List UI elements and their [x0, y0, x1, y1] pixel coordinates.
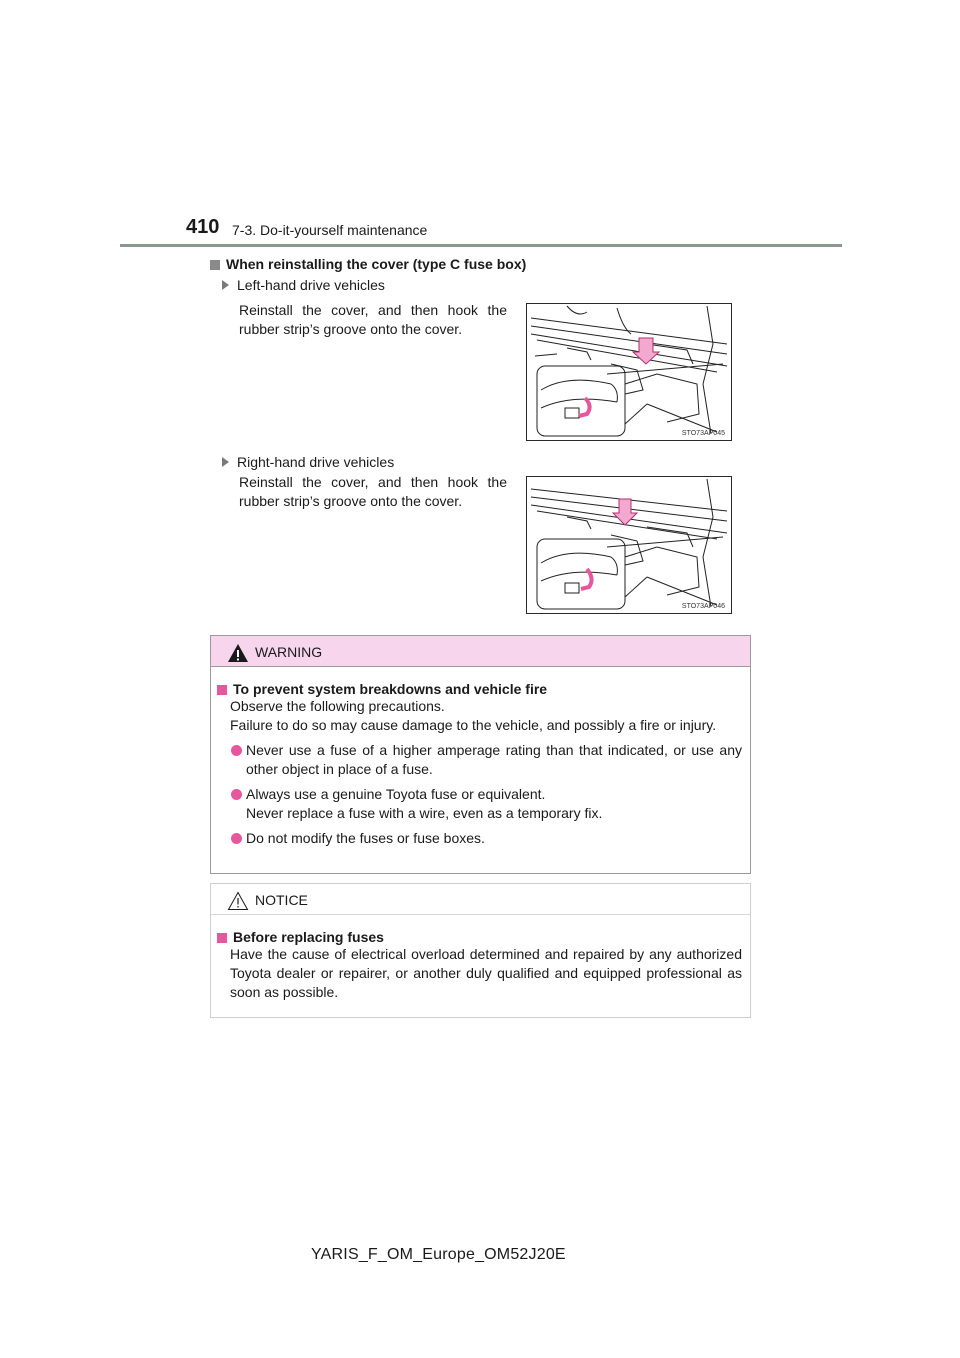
warning-item-text: Do not modify the fuses or fuse boxes.: [246, 830, 485, 846]
warning-item: [217, 741, 742, 779]
subheading-text: When reinstalling the cover (type C fuse box): [226, 256, 527, 272]
header-rule: [120, 244, 842, 247]
bullet-dot-icon: [231, 833, 242, 844]
notice-header: [211, 884, 750, 915]
square-bullet-icon: [210, 260, 220, 270]
notice-text: Have the cause of electrical overload determined and repaired by any authorized Toyota dealer or repairer, or another duly qualified and equipped professional as soon as possible.: [230, 946, 742, 1000]
figure-left-hand-drive: [526, 303, 732, 441]
warning-item-text: Never use a fuse of a higher amperage rating than that indicated, or use any other object in place of a fuse.: [246, 742, 742, 777]
step-label: Right-hand drive vehicles: [237, 454, 395, 470]
notice-label: NOTICE: [255, 892, 308, 908]
warning-intro-1: Observe the following precautions.: [230, 698, 445, 714]
warning-triangle-icon: [227, 643, 249, 663]
subheading: [210, 256, 526, 272]
bullet-dot-icon: [231, 745, 242, 756]
figure-code: STO73AP046: [681, 603, 725, 610]
section-title: 7-3. Do-it-yourself maintenance: [232, 222, 428, 238]
warning-header: [211, 636, 750, 667]
pink-square-bullet-icon: [217, 685, 227, 695]
step-label: Left-hand drive vehicles: [237, 277, 385, 293]
right-hand-drive-label: [222, 454, 394, 470]
warning-subheading: [217, 681, 742, 697]
warning-intro-2: Failure to do so may cause damage to the vehicle, and possibly a fire or injury.: [230, 717, 717, 733]
pink-square-bullet-icon: [217, 933, 227, 943]
warning-box: [210, 635, 751, 874]
figure-right-hand-drive: [526, 476, 732, 614]
left-hand-drive-label: [222, 277, 385, 293]
notice-box: [210, 883, 751, 1018]
page-number: 410: [186, 216, 220, 238]
notice-subheading: [217, 929, 742, 945]
notice-body: [211, 929, 750, 1002]
warning-item: [217, 785, 742, 823]
warning-body: [211, 681, 750, 848]
step-1-text: Reinstall the cover, and then hook the rubber strip’s groove onto the cover.: [239, 302, 507, 337]
bullet-dot-icon: [231, 789, 242, 800]
triangle-bullet-icon: [222, 280, 229, 290]
warning-item-text: Always use a genuine Toyota fuse or equivalent.: [246, 786, 546, 802]
warning-item: [217, 829, 742, 848]
step-2-text: Reinstall the cover, and then hook the rubber strip’s groove onto the cover.: [239, 474, 507, 509]
figure-code: STO73AP045: [681, 430, 725, 437]
notice-subheading-text: Before replacing fuses: [233, 929, 384, 945]
fuse-box-cover-illustration: [527, 477, 732, 614]
warning-label: WARNING: [255, 644, 323, 660]
triangle-bullet-icon: [222, 457, 229, 467]
warning-subheading-text: To prevent system breakdowns and vehicle fire: [233, 681, 548, 697]
notice-triangle-icon: [227, 891, 249, 911]
footer-doc-id: YARIS_F_OM_Europe_OM52J20E: [311, 1246, 566, 1263]
fuse-box-cover-illustration: [527, 304, 732, 441]
warning-item-text-line-2: Never replace a fuse with a wire, even as a temporary fix.: [246, 805, 603, 821]
